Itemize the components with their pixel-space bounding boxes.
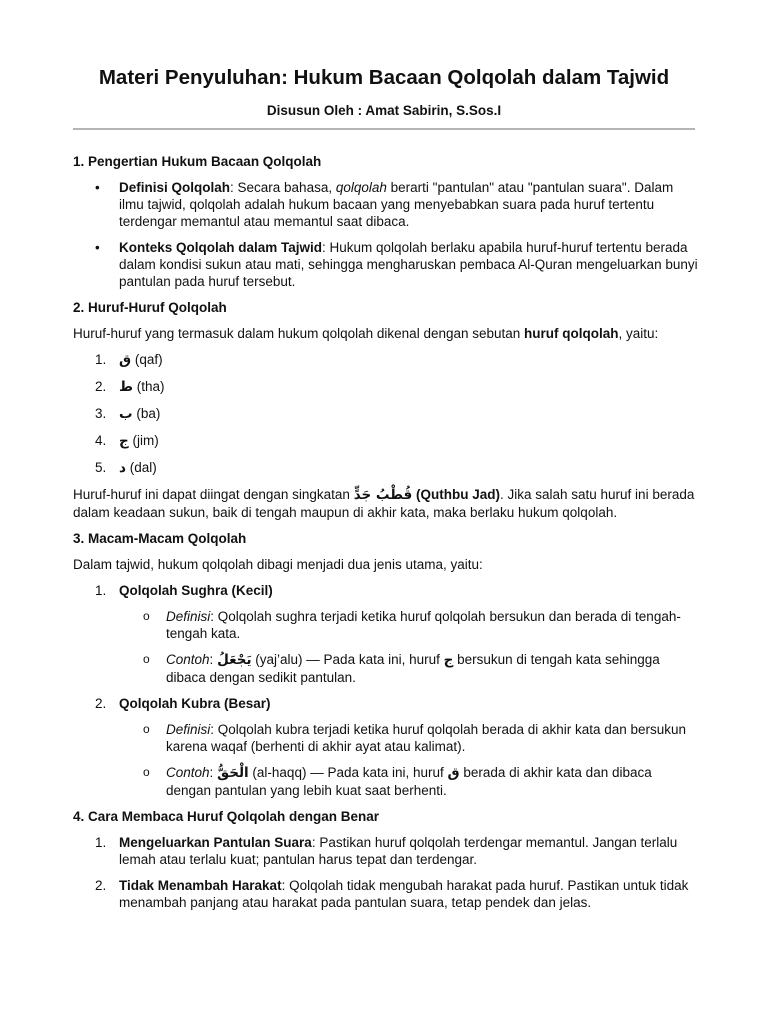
kubra-item (73, 695, 698, 799)
sughra-item (73, 582, 698, 686)
contoh-text-1: (yaj’alu) — Pada kata ini, huruf (251, 652, 444, 667)
kubra-sublist (119, 721, 698, 799)
intro-text-2: , yaitu: (618, 326, 659, 341)
section-1-heading: 1. Pengertian Hukum Bacaan Qolqolah (73, 154, 322, 169)
definisi-text-2: berarti "pantulan" atau "pantulan suara". Dalam ilmu tajwid, qolqolah adalah hukum bacaan yang menyebabkan suara pada huruf tertentu terdengar memantul atau memantul saat dibaca. (119, 180, 674, 229)
list-number: 3. (95, 406, 107, 421)
kubra-definisi (119, 721, 698, 755)
letter-name: (ba) (136, 406, 161, 421)
mnemonic-text-1: Huruf-huruf ini dapat diingat dengan singkatan (73, 487, 354, 502)
list-item (73, 378, 698, 396)
cara-term: Tidak Menambah Harakat (119, 878, 282, 893)
list-item (73, 459, 698, 477)
section-2-heading: 2. Huruf-Huruf Qolqolah (73, 300, 227, 315)
mnemonic-arabic: قُطْبُ جَدٍّ (353, 487, 413, 503)
contoh-label: Contoh (166, 765, 210, 780)
definisi-text: : Qolqolah sughra terjadi ketika huruf qolqolah bersukun dan berada di tengah-tengah kata. (166, 609, 681, 641)
cara-text: : Qolqolah tidak mengubah harakat pada huruf. Pastikan untuk tidak menambah panjang atau harakat pada pantulan suara, tetap pendek dan jelas. (119, 878, 689, 910)
contoh-text-2: berada di akhir kata dan dibaca dengan pantulan yang lebih kuat saat berhenti. (166, 765, 652, 798)
list-number: 2. (95, 878, 107, 893)
contoh-arabic: يَجْعَلُ (217, 652, 252, 668)
arabic-letter: ط (119, 379, 134, 395)
list-item (73, 432, 698, 450)
section-3-intro: Dalam tajwid, hukum qolqolah dibagi menjadi dua jenis utama, yaitu: (73, 557, 483, 572)
konteks-term: Konteks Qolqolah dalam Tajwid (119, 240, 323, 255)
section-4-heading: 4. Cara Membaca Huruf Qolqolah dengan Benar (73, 809, 380, 824)
sughra-sublist (119, 608, 698, 686)
contoh-letter: ج (443, 652, 454, 668)
definisi-label: Definisi (166, 722, 211, 737)
definisi-qolqolah-item (73, 179, 698, 230)
huruf-list (73, 351, 698, 477)
arabic-letter: د (119, 460, 126, 476)
list-item (73, 351, 698, 369)
cara-list (73, 834, 698, 911)
section-1-list (73, 179, 698, 290)
arabic-letter: ب (119, 406, 133, 422)
section-3-heading: 3. Macam-Macam Qolqolah (73, 531, 247, 546)
list-number: 2. (95, 696, 107, 711)
list-item (73, 877, 698, 911)
list-item (73, 405, 698, 423)
author-line: Disusun Oleh : Amat Sabirin, S.Sos.I (266, 103, 502, 118)
intro-bold: huruf qolqolah (524, 326, 619, 341)
arabic-letter: ج (119, 433, 129, 449)
list-number: 5. (95, 460, 107, 475)
sughra-definisi (119, 608, 698, 642)
definisi-em: qolqolah (335, 180, 387, 195)
sughra-contoh (119, 651, 698, 686)
letter-name: (jim) (132, 433, 159, 448)
contoh-colon: : (209, 765, 218, 780)
letter-name: (dal) (129, 460, 157, 475)
definisi-text: : Qolqolah kubra terjadi ketika huruf qolqolah berada di akhir kata dan bersukun karena waqaf (berhenti di akhir ayat atau kalimat). (166, 722, 687, 754)
section-2-intro (73, 325, 698, 342)
list-number: 1. (95, 583, 107, 598)
list-number: 1. (95, 352, 107, 367)
list-number: 2. (95, 379, 107, 394)
list-item (73, 834, 698, 868)
mnemonic-paragraph (73, 486, 698, 521)
cara-term: Mengeluarkan Pantulan Suara (119, 835, 312, 850)
letter-name: (tha) (136, 379, 165, 394)
sughra-title: Qolqolah Sughra (Kecil) (119, 583, 273, 598)
kubra-contoh (119, 764, 698, 799)
mnemonic-text-2: . Jika salah satu huruf ini berada dalam keadaan sukun, baik di tengah maupun di akhir kata, maka berlaku hukum qolqolah. (73, 487, 695, 520)
document-title: Materi Penyuluhan: Hukum Bacaan Qolqolah dalam Tajwid (98, 66, 670, 89)
contoh-text-2: bersukun di tengah kata sehingga dibaca dengan sedikit pantulan. (166, 652, 660, 685)
letter-name: (qaf) (134, 352, 163, 367)
arabic-letter: ق (119, 352, 132, 368)
contoh-letter: ق (447, 765, 460, 781)
konteks-qolqolah-item (73, 239, 698, 290)
list-number: 4. (95, 433, 107, 448)
mnemonic-latin: (Quthbu Jad) (415, 487, 500, 502)
macam-list (73, 582, 698, 799)
definisi-label: Definisi (166, 609, 211, 624)
cara-text: : Pastikan huruf qolqolah terdengar memantul. Jangan terlalu lemah atau terlalu kuat; pantulan harus tepat dan terdengar. (119, 835, 678, 867)
document-body (73, 153, 698, 920)
contoh-text-1: (al-haqq) — Pada kata ini, huruf (248, 765, 448, 780)
contoh-label: Contoh (166, 652, 210, 667)
contoh-arabic: الْحَقُّ (217, 765, 249, 781)
horizontal-rule (73, 128, 695, 130)
contoh-colon: : (209, 652, 218, 667)
definisi-term: Definisi Qolqolah (119, 180, 231, 195)
list-number: 1. (95, 835, 107, 850)
intro-text-1: Huruf-huruf yang termasuk dalam hukum qolqolah dikenal dengan sebutan (73, 326, 525, 341)
kubra-title: Qolqolah Kubra (Besar) (119, 696, 271, 711)
definisi-text-1: : Secara bahasa, (230, 180, 336, 195)
konteks-text: : Hukum qolqolah berlaku apabila huruf-huruf tertentu berada dalam kondisi sukun atau mati, sehingga mengharuskan pembaca Al-Quran mengeluarkan bunyi pantulan pada huruf tersebut. (119, 240, 698, 289)
